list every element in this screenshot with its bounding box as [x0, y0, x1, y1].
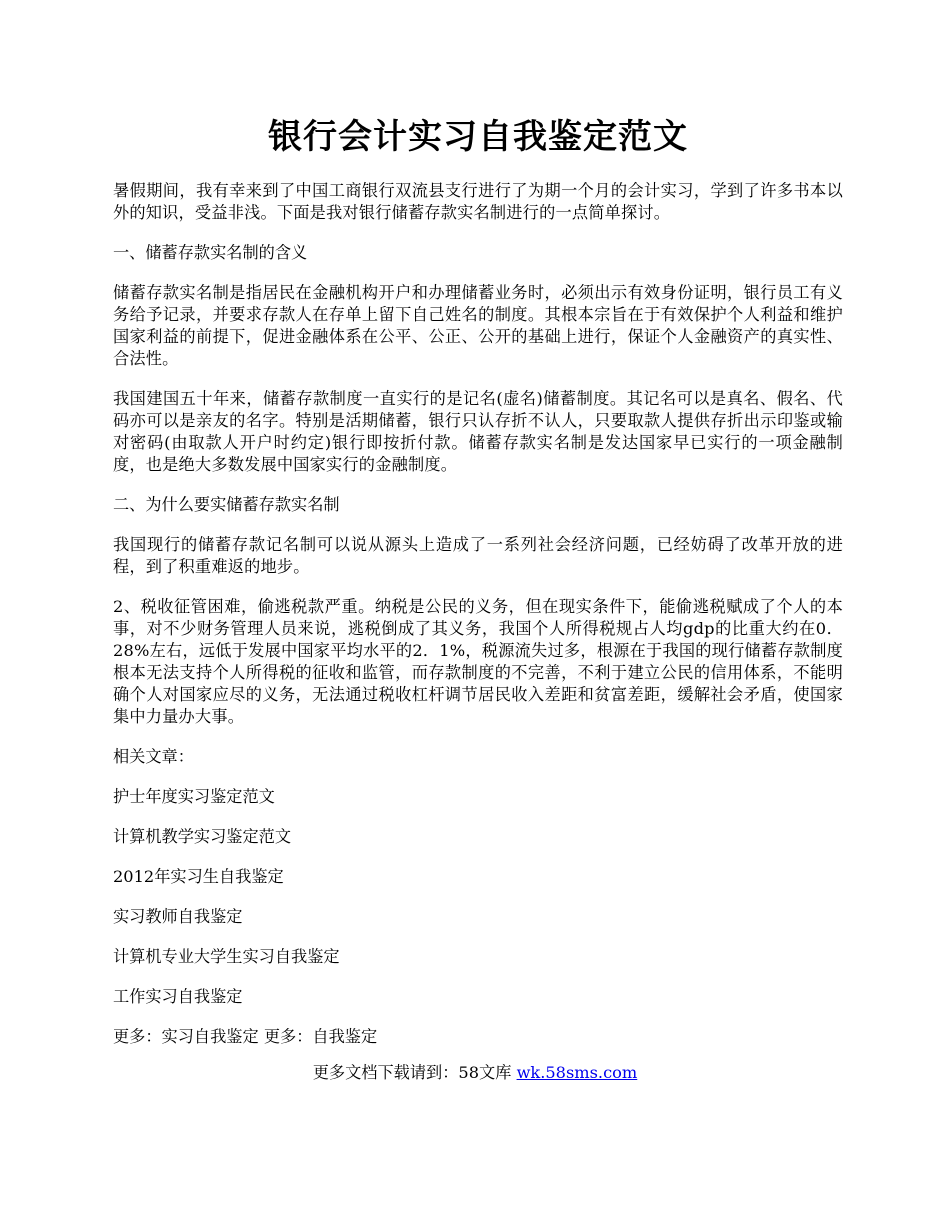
related-article-link[interactable]: 2012年实习生自我鉴定 [113, 867, 284, 886]
related-article-link[interactable]: 计算机专业大学生实习自我鉴定 [113, 947, 340, 966]
section2-paragraph-1: 我国现行的储蓄存款记名制可以说从源头上造成了一系列社会经济问题，已经妨碍了改革开放的进程，到了积重难返的地步。 [113, 535, 843, 576]
section2-heading: 二、为什么要实储蓄存款实名制 [113, 495, 340, 514]
section2-paragraph-2: 2、税收征管困难，偷逃税款严重。纳税是公民的义务，但在现实条件下，能偷逃税赋成了个人的本事，对不少财务管理人员来说，逃税倒成了其义务，我国个人所得税规占人均gdp的比重大约在0．28%左右，远低于发展中国家平均水平的2．1%，税源流失过多，根源在于我国的现行储蓄存款制度根本无法支持个人所得税的征收和监管，而存款制度的不完善，不利于建立公民的信用体系，不能明确个人对国家应尽的义务，无法通过税收杠杆调节居民收入差距和贫富差距，缓解社会矛盾，使国家集中力量办大事。 [113, 597, 843, 726]
related-article-link[interactable]: 计算机教学实习鉴定范文 [113, 827, 292, 846]
more-links-line[interactable]: 更多：实习自我鉴定 更多：自我鉴定 [113, 1027, 378, 1046]
footer-site-link[interactable]: wk.58sms.com [516, 1063, 638, 1082]
intro-paragraph: 暑假期间，我有幸来到了中国工商银行双流县支行进行了为期一个月的会计实习，学到了许多书本以外的知识，受益非浅。下面是我对银行储蓄存款实名制进行的一点简单探讨。 [113, 181, 843, 222]
related-article-link[interactable]: 工作实习自我鉴定 [113, 987, 243, 1006]
section1-paragraph-2: 我国建国五十年来，储蓄存款制度一直实行的是记名(虚名)储蓄制度。其记名可以是真名、假名、代码亦可以是亲友的名字。特别是活期储蓄，银行只认存折不认人，只要取款人提供存折出示印鉴或输对密码(由取款人开户时约定)银行即按折付款。储蓄存款实名制是发达国家早已实行的一项金融制度，也是绝大多数发展中国家实行的金融制度。 [113, 389, 843, 474]
related-articles-label: 相关文章： [113, 747, 194, 766]
footer-text: 更多文档下载请到：58文库 [312, 1063, 517, 1082]
related-article-link[interactable]: 护士年度实习鉴定范文 [113, 787, 275, 806]
document-title: 银行会计实习自我鉴定范文 [268, 117, 688, 157]
section1-paragraph-1: 储蓄存款实名制是指居民在金融机构开户和办理储蓄业务时，必须出示有效身份证明，银行员工有义务给予记录，并要求存款人在存单上留下自己姓名的制度。其根本宗旨在于有效保护个人利益和维护国家利益的前提下，促进金融体系在公平、公正、公开的基础上进行，保证个人金融资产的真实性、合法性。 [113, 283, 843, 368]
document-page [113, 112, 843, 1066]
page-footer [0, 1062, 950, 1084]
section1-heading: 一、储蓄存款实名制的含义 [113, 243, 308, 262]
related-article-link[interactable]: 实习教师自我鉴定 [113, 907, 243, 926]
